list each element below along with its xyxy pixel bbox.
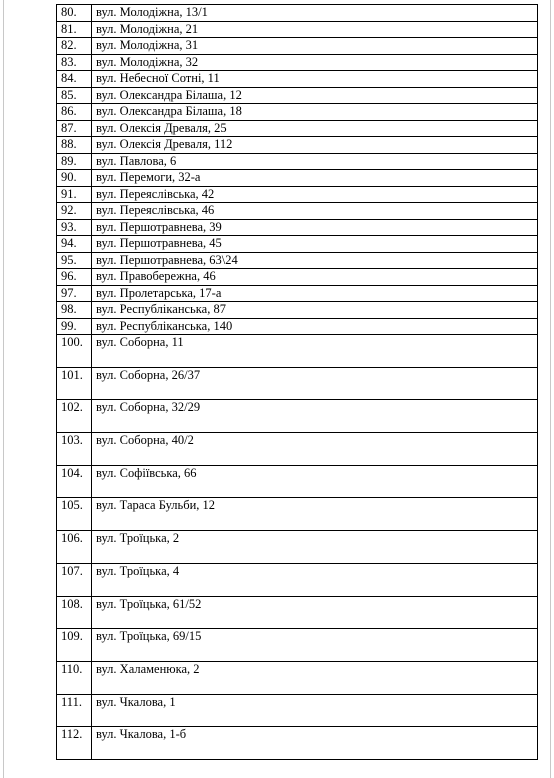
row-number: 105. bbox=[57, 498, 92, 531]
row-number: 100. bbox=[57, 335, 92, 368]
table-row bbox=[57, 465, 538, 498]
table-row bbox=[57, 727, 538, 760]
row-number: 106. bbox=[57, 531, 92, 564]
row-address: вул. Молодіжна, 31 bbox=[92, 38, 538, 55]
table-row bbox=[57, 203, 538, 220]
row-number: 111. bbox=[57, 694, 92, 727]
row-number: 98. bbox=[57, 302, 92, 319]
row-address: вул. Першотравнева, 45 bbox=[92, 236, 538, 253]
row-address: вул. Троїцька, 61/52 bbox=[92, 596, 538, 629]
table-row bbox=[57, 335, 538, 368]
row-number: 97. bbox=[57, 285, 92, 302]
row-address: вул. Олександра Білаша, 12 bbox=[92, 87, 538, 104]
row-address: вул. Олексія Древаля, 112 bbox=[92, 137, 538, 154]
table-row bbox=[57, 104, 538, 121]
row-number: 82. bbox=[57, 38, 92, 55]
row-address: вул. Переяслівська, 46 bbox=[92, 203, 538, 220]
row-address: вул. Олексія Древаля, 25 bbox=[92, 120, 538, 137]
row-number: 89. bbox=[57, 153, 92, 170]
table-row bbox=[57, 87, 538, 104]
table-row bbox=[57, 318, 538, 335]
table-row bbox=[57, 54, 538, 71]
row-address: вул. Переяслівська, 42 bbox=[92, 186, 538, 203]
table-row bbox=[57, 400, 538, 433]
table-row bbox=[57, 71, 538, 88]
row-address: вул. Перемоги, 32-а bbox=[92, 170, 538, 187]
table-row bbox=[57, 153, 538, 170]
row-number: 112. bbox=[57, 727, 92, 760]
row-address: вул. Молодіжна, 21 bbox=[92, 21, 538, 38]
row-number: 108. bbox=[57, 596, 92, 629]
table-row bbox=[57, 694, 538, 727]
row-number: 85. bbox=[57, 87, 92, 104]
page-edge-left bbox=[3, 0, 4, 778]
row-address: вул. Молодіжна, 32 bbox=[92, 54, 538, 71]
table-row bbox=[57, 219, 538, 236]
row-address: вул. Правобережна, 46 bbox=[92, 269, 538, 286]
row-address: вул. Пролетарська, 17-а bbox=[92, 285, 538, 302]
table-row bbox=[57, 120, 538, 137]
table-row bbox=[57, 186, 538, 203]
row-address: вул. Халаменюка, 2 bbox=[92, 661, 538, 694]
row-address: вул. Павлова, 6 bbox=[92, 153, 538, 170]
table-row bbox=[57, 629, 538, 662]
page-edge-right bbox=[550, 0, 551, 778]
table-row bbox=[57, 433, 538, 466]
row-address: вул. Соборна, 26/37 bbox=[92, 367, 538, 400]
row-address: вул. Молодіжна, 13/1 bbox=[92, 5, 538, 22]
row-number: 107. bbox=[57, 563, 92, 596]
table-row bbox=[57, 269, 538, 286]
table-row bbox=[57, 531, 538, 564]
row-address: вул. Небесної Сотні, 11 bbox=[92, 71, 538, 88]
row-number: 101. bbox=[57, 367, 92, 400]
row-number: 86. bbox=[57, 104, 92, 121]
row-number: 104. bbox=[57, 465, 92, 498]
row-number: 92. bbox=[57, 203, 92, 220]
row-address: вул. Соборна, 11 bbox=[92, 335, 538, 368]
row-number: 81. bbox=[57, 21, 92, 38]
table-row bbox=[57, 236, 538, 253]
row-address: вул. Соборна, 40/2 bbox=[92, 433, 538, 466]
row-number: 110. bbox=[57, 661, 92, 694]
row-number: 99. bbox=[57, 318, 92, 335]
row-number: 93. bbox=[57, 219, 92, 236]
table-row bbox=[57, 498, 538, 531]
row-number: 83. bbox=[57, 54, 92, 71]
row-number: 103. bbox=[57, 433, 92, 466]
row-address: вул. Соборна, 32/29 bbox=[92, 400, 538, 433]
row-address: вул. Троїцька, 4 bbox=[92, 563, 538, 596]
table-row bbox=[57, 21, 538, 38]
row-address: вул. Софіївська, 66 bbox=[92, 465, 538, 498]
row-address: вул. Першотравнева, 39 bbox=[92, 219, 538, 236]
row-number: 80. bbox=[57, 5, 92, 22]
row-address: вул. Троїцька, 69/15 bbox=[92, 629, 538, 662]
table-row bbox=[57, 38, 538, 55]
row-number: 88. bbox=[57, 137, 92, 154]
row-number: 109. bbox=[57, 629, 92, 662]
row-number: 102. bbox=[57, 400, 92, 433]
row-number: 91. bbox=[57, 186, 92, 203]
row-address: вул. Першотравнева, 63\24 bbox=[92, 252, 538, 269]
table-row bbox=[57, 5, 538, 22]
table-row bbox=[57, 302, 538, 319]
table-row bbox=[57, 596, 538, 629]
row-address: вул. Республіканська, 87 bbox=[92, 302, 538, 319]
row-number: 84. bbox=[57, 71, 92, 88]
address-table bbox=[56, 4, 538, 760]
address-table-body bbox=[57, 5, 538, 760]
table-row bbox=[57, 170, 538, 187]
table-row bbox=[57, 285, 538, 302]
row-number: 94. bbox=[57, 236, 92, 253]
row-address: вул. Олександра Білаша, 18 bbox=[92, 104, 538, 121]
row-address: вул. Тараса Бульби, 12 bbox=[92, 498, 538, 531]
row-number: 96. bbox=[57, 269, 92, 286]
table-row bbox=[57, 252, 538, 269]
row-number: 90. bbox=[57, 170, 92, 187]
row-number: 95. bbox=[57, 252, 92, 269]
row-number: 87. bbox=[57, 120, 92, 137]
row-address: вул. Троїцька, 2 bbox=[92, 531, 538, 564]
table-row bbox=[57, 137, 538, 154]
row-address: вул. Республіканська, 140 bbox=[92, 318, 538, 335]
row-address: вул. Чкалова, 1-б bbox=[92, 727, 538, 760]
table-row bbox=[57, 367, 538, 400]
table-row bbox=[57, 563, 538, 596]
table-row bbox=[57, 661, 538, 694]
row-address: вул. Чкалова, 1 bbox=[92, 694, 538, 727]
